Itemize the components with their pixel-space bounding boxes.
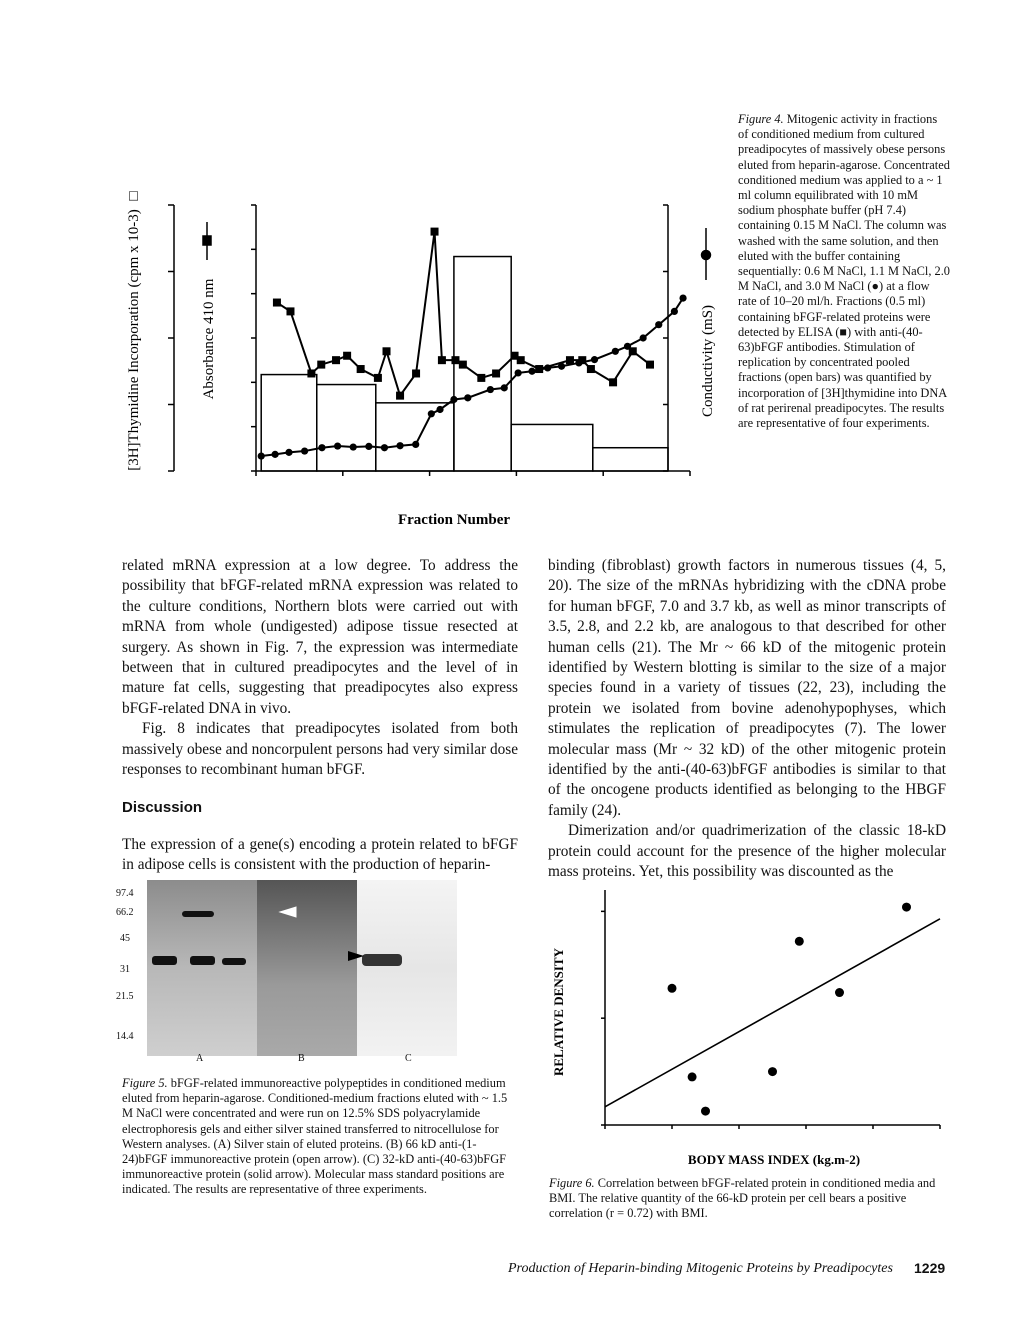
scatter-point xyxy=(668,984,677,993)
elisa-point xyxy=(396,392,404,400)
elisa-point xyxy=(459,361,467,369)
conductivity-point xyxy=(428,410,435,417)
elisa-point xyxy=(492,369,500,377)
thymidine-bar xyxy=(511,424,593,471)
fig4-middle-ylabel: Absorbance 410 nm xyxy=(201,278,217,400)
discussion-heading: Discussion xyxy=(122,799,203,817)
conductivity-line xyxy=(261,298,683,456)
elisa-point xyxy=(451,356,459,364)
elisa-point xyxy=(273,299,281,307)
figure6-caption-label: Figure 6. xyxy=(549,1176,595,1190)
elisa-point xyxy=(438,356,446,364)
conductivity-point xyxy=(640,334,647,341)
conductivity-point xyxy=(365,443,372,450)
body-left-paragraph-3: The expression of a gene(s) encoding a protein related to bFGF in adipose cells is consistent with the production of heparin- xyxy=(122,835,518,874)
conductivity-point xyxy=(350,443,357,450)
body-left-paragraph-1: related mRNA expression at a low degree. To address the possibility that bFGF-related mRNA expression was related to the culture conditions, Northern blots were carried out with mRNA from whole (undigested) adipose tissue resected at surgery. As shown in Fig. 7, the expression was intermediate between that in cultured preadipocytes and the level of in mature fat cells, suggesting that preadipocytes also express bFGF-related DNA in vivo. xyxy=(122,557,518,717)
conductivity-point xyxy=(396,442,403,449)
page-number: 1229 xyxy=(914,1260,946,1276)
fig6-ylabel: RELATIVE DENSITY xyxy=(551,948,566,1076)
figure5-caption-text: bFGF-related immunoreactive polypeptides in conditioned medium eluted from heparin-agarose. Conditioned-medium fractions eluted with ~ 1.5 M NaCl were concentrated and were run on 12.5% SDS polyacrylamide electrophoresis gels and either silver stained transferred to nitrocellulose for Western analyses. (A) Silver stain of eluted proteins. (B) 66 kD anti-(1-24)bFGF immunoreactive protein (open arrow). (C) 32-kD anti-(40-63)bFGF immunoreactive protein (solid arrow). Molecular mass standard positions are indicated. The results are representative of three experiments. xyxy=(122,1076,508,1197)
figure6-caption-text: Correlation between bFGF-related protein in conditioned media and BMI. The relative quantity of the 66-kD protein per cell bears a positive correlation (r = 0.72) with BMI. xyxy=(549,1176,936,1221)
elisa-point xyxy=(307,369,315,377)
conductivity-point xyxy=(301,447,308,454)
scatter-point xyxy=(902,903,911,912)
conductivity-point xyxy=(558,363,565,370)
fig4-circle-legend-glyph xyxy=(702,228,711,280)
fig4-xlabel: Fraction Number xyxy=(397,512,511,528)
elisa-point xyxy=(374,374,382,382)
elisa-point xyxy=(517,356,525,364)
marker-label: 14.4 xyxy=(116,1031,134,1042)
conductivity-point xyxy=(258,452,265,459)
elisa-point xyxy=(587,365,595,373)
conductivity-point xyxy=(412,441,419,448)
conductivity-point xyxy=(575,359,582,366)
lane-label: A xyxy=(196,1053,204,1064)
thymidine-bar xyxy=(376,403,454,471)
conductivity-point xyxy=(528,368,535,375)
marker-label: 66.2 xyxy=(116,907,134,918)
thymidine-bar xyxy=(261,375,317,471)
blot-panel-b xyxy=(257,880,357,1056)
conductivity-point xyxy=(487,386,494,393)
fig4-square-legend-glyph xyxy=(203,222,211,260)
marker-label: 31 xyxy=(120,964,130,975)
scatter-point xyxy=(701,1107,710,1116)
elisa-point xyxy=(477,374,485,382)
elisa-point xyxy=(317,361,325,369)
figure6-chart xyxy=(540,880,950,1170)
conductivity-point xyxy=(655,321,662,328)
elisa-point xyxy=(535,365,543,373)
elisa-point xyxy=(646,361,654,369)
blot-panel-a xyxy=(147,880,257,1056)
elisa-point xyxy=(357,365,365,373)
figure5-caption-label: Figure 5. xyxy=(122,1076,168,1090)
body-left-paragraph-2: Fig. 8 indicates that preadipocytes isolated from both massively obese and noncorpulent persons had very similar dose responses to recombinant human bFGF. xyxy=(122,720,518,779)
elisa-point xyxy=(383,347,391,355)
conductivity-point xyxy=(624,343,631,350)
scatter-point xyxy=(768,1067,777,1076)
conductivity-point xyxy=(318,444,325,451)
conductivity-point xyxy=(679,295,686,302)
conductivity-point xyxy=(285,449,292,456)
figure4-caption xyxy=(738,112,950,431)
marker-label: 21.5 xyxy=(116,991,134,1002)
figure4-chart xyxy=(110,185,730,535)
conductivity-point xyxy=(271,451,278,458)
fig4-open-square-marker: □ xyxy=(126,191,142,201)
figure4-caption-label: Figure 4. xyxy=(738,112,784,126)
conductivity-point xyxy=(515,369,522,376)
body-right-column xyxy=(548,556,946,883)
elisa-point xyxy=(412,369,420,377)
scatter-point xyxy=(835,988,844,997)
figure4-caption-text: Mitogenic activity in fractions of conditioned medium from cultured preadipocytes of massively obese persons eluted from heparin-agarose. Concentrated conditioned medium was applied to a ~ 1 ml column equilibrated with 10 mM sodium phosphate buffer (pH 7.4) containing 0.15 M NaCl. The column was washed with the same solution, and then eluted with the buffer containing sequentially: 0.6 M NaCl, 1.1 M NaCl, 2.0 M NaCl, and 3.0 M NaCl (●) at a flow rate of 10–20 ml/h. Fractions (0.5 ml) containing bFGF-related proteins were detected by ELISA (■) with anti-(40-63)bFGF antibodies. Stimulation of replication by concentrated pooled fractions (open bars) was quantified by incorporation of [3H]thymidine into DNA of rat perirenal preadipocytes. The results are representative of four experiments. xyxy=(738,112,951,431)
lane-label: C xyxy=(405,1053,412,1064)
elisa-point xyxy=(343,352,351,360)
blot-panel-c xyxy=(357,880,457,1056)
conductivity-point xyxy=(464,394,471,401)
lane-label: B xyxy=(298,1053,305,1064)
body-right-paragraph-1: binding (fibroblast) growth factors in numerous tissues (4, 5, 20). The size of the mRNAs hybridizing with the cDNA probe for human bFGF, 7.0 and 3.7 kb, as well as minor transcripts of 3.5, 2.8, and 2.2 kb, are analogous to that described for other human cells (21). The Mr ~ 66 kD of the mitogenic protein identified by Western blotting is similar to the size of a major species found in a variety of tissues (22, 23), including the protein we isolated from bovine adenohypophyses, which stimulates the replication of preadipocytes (7). The lower molecular mass (Mr ~ 32 kD) of the other mitogenic protein identified by the anti-(40-63)bFGF antibodies is similar to that of the oncogene products identified as belonging to the HBGF family (24). xyxy=(548,557,946,819)
conductivity-point xyxy=(671,308,678,315)
fig4-right-ylabel: Conductivity (mS) xyxy=(700,304,716,418)
conductivity-point xyxy=(544,364,551,371)
conductivity-point xyxy=(381,444,388,451)
conductivity-point xyxy=(591,356,598,363)
figure5-blot xyxy=(112,876,522,1066)
scatter-point xyxy=(688,1072,697,1081)
body-right-paragraph-2: Dimerization and/or quadrimerization of the classic 18-kD protein could account for the presence of the higher molecular mass proteins. Yet, this possibility was discounted as the xyxy=(548,822,946,881)
body-left-column xyxy=(122,556,518,876)
marker-label: 97.4 xyxy=(116,888,134,899)
running-title: Production of Heparin-binding Mitogenic Proteins by Preadipocytes xyxy=(508,1261,893,1276)
thymidine-bar xyxy=(317,385,376,471)
conductivity-point xyxy=(612,348,619,355)
figure5-caption xyxy=(122,1076,518,1198)
scatter-point xyxy=(795,937,804,946)
conductivity-point xyxy=(436,406,443,413)
marker-label: 45 xyxy=(120,933,130,944)
elisa-point xyxy=(332,356,340,364)
elisa-point xyxy=(431,228,439,236)
fig6-xlabel: BODY MASS INDEX (kg.m-2) xyxy=(687,1152,861,1167)
regression-line xyxy=(605,919,940,1107)
elisa-point xyxy=(286,307,294,315)
conductivity-point xyxy=(501,384,508,391)
thymidine-bar xyxy=(593,448,668,471)
elisa-point xyxy=(609,378,617,386)
fig4-left-ylabel: [3H]Thymidine Incorporation (cpm x 10-3) xyxy=(126,209,142,471)
figure6-caption xyxy=(549,1176,947,1222)
elisa-point xyxy=(566,356,574,364)
conductivity-point xyxy=(450,396,457,403)
conductivity-point xyxy=(334,442,341,449)
